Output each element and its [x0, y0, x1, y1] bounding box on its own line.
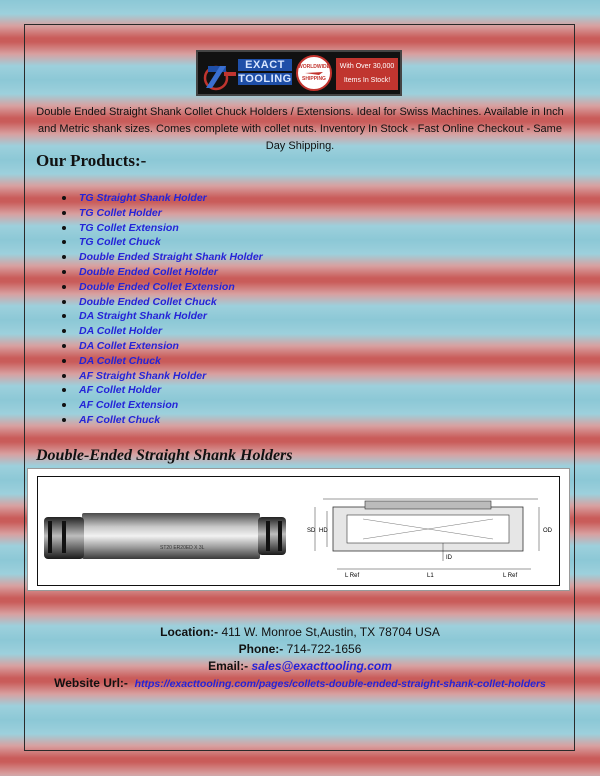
product-link[interactable]: DA Collet Holder [79, 324, 263, 339]
product-link[interactable]: TG Collet Holder [79, 206, 263, 221]
products-heading: Our Products:- [36, 151, 147, 170]
contact-location [24, 625, 576, 639]
phone-label: Phone:- [238, 642, 284, 656]
dim-label-sd: SD [307, 528, 316, 534]
email-label: Email:- [208, 659, 249, 673]
product-link[interactable]: Double Ended Collet Chuck [79, 295, 263, 310]
product-link[interactable]: AF Straight Shank Holder [79, 369, 263, 384]
section-heading: Double-Ended Straight Shank Holders [36, 447, 293, 464]
dim-label-l1: L1 [427, 573, 434, 579]
product-link[interactable]: AF Collet Chuck [79, 413, 263, 428]
product-list [36, 191, 263, 428]
product-image-panel [27, 468, 570, 591]
product-image-frame [37, 476, 560, 586]
tool-logo-icon [202, 58, 238, 92]
product-link[interactable]: AF Collet Holder [79, 383, 263, 398]
exact-tooling-logo[interactable] [196, 50, 402, 96]
phone-value: 714-722-1656 [283, 642, 362, 656]
collet-holder-photo [40, 477, 290, 587]
product-link[interactable]: TG Collet Extension [79, 221, 263, 236]
dim-label-od: OD [543, 528, 552, 534]
logo-brand-line2: TOOLING [238, 73, 292, 85]
tag-line1: With Over 30,000 [339, 63, 395, 70]
dim-label-lref-left: L Ref [345, 573, 360, 579]
product-link[interactable]: DA Collet Extension [79, 339, 263, 354]
contact-phone [24, 642, 576, 656]
product-link[interactable]: AF Collet Extension [79, 398, 263, 413]
website-label: Website Url:- [54, 676, 128, 690]
worldwide-shipping-seal [296, 55, 332, 91]
seal-line2: SHIPPING [302, 76, 326, 82]
tag-line2: Items In Stock! [343, 77, 391, 84]
website-link[interactable]: https://exacttooling.com/pages/collets-double-ended-straight-shank-collet-holders [134, 678, 546, 690]
location-label: Location:- [160, 625, 219, 639]
engraving-text: ST20 ER20ED X 3L [160, 545, 205, 551]
intro-paragraph: Double Ended Straight Shank Collet Chuck Holders / Extensions. Ideal for Swiss Machines. Available in Inch and Metric shank sizes. Comes complete with collet nuts. Inventory In Stock - Fast Online Checkout - Same Day Shipping. [36, 106, 564, 152]
email-link[interactable]: sales@exacttooling.com [251, 659, 392, 673]
product-link[interactable]: Double Ended Collet Extension [79, 280, 263, 295]
product-link[interactable]: Double Ended Straight Shank Holder [79, 251, 263, 264]
product-link[interactable]: DA Collet Chuck [79, 354, 263, 369]
location-value: 411 W. Monroe St,Austin, TX 78704 USA [218, 625, 440, 639]
dim-label-hd: HD [319, 528, 328, 534]
dim-label-lref-right: L Ref [503, 573, 518, 579]
product-link[interactable]: TG Collet Chuck [79, 235, 263, 250]
product-link[interactable]: TG Straight Shank Holder [79, 191, 263, 206]
product-link[interactable]: Double Ended Collet Holder [79, 265, 263, 280]
stock-tag [336, 58, 398, 90]
logo-brand-line1: EXACT [238, 59, 292, 71]
dim-label-id: ID [446, 555, 452, 561]
seal-line1: WORLDWIDE [298, 64, 330, 70]
contact-email [24, 659, 576, 673]
technical-drawing [303, 477, 558, 587]
contact-website [24, 676, 576, 690]
product-link[interactable]: DA Straight Shank Holder [79, 309, 263, 324]
